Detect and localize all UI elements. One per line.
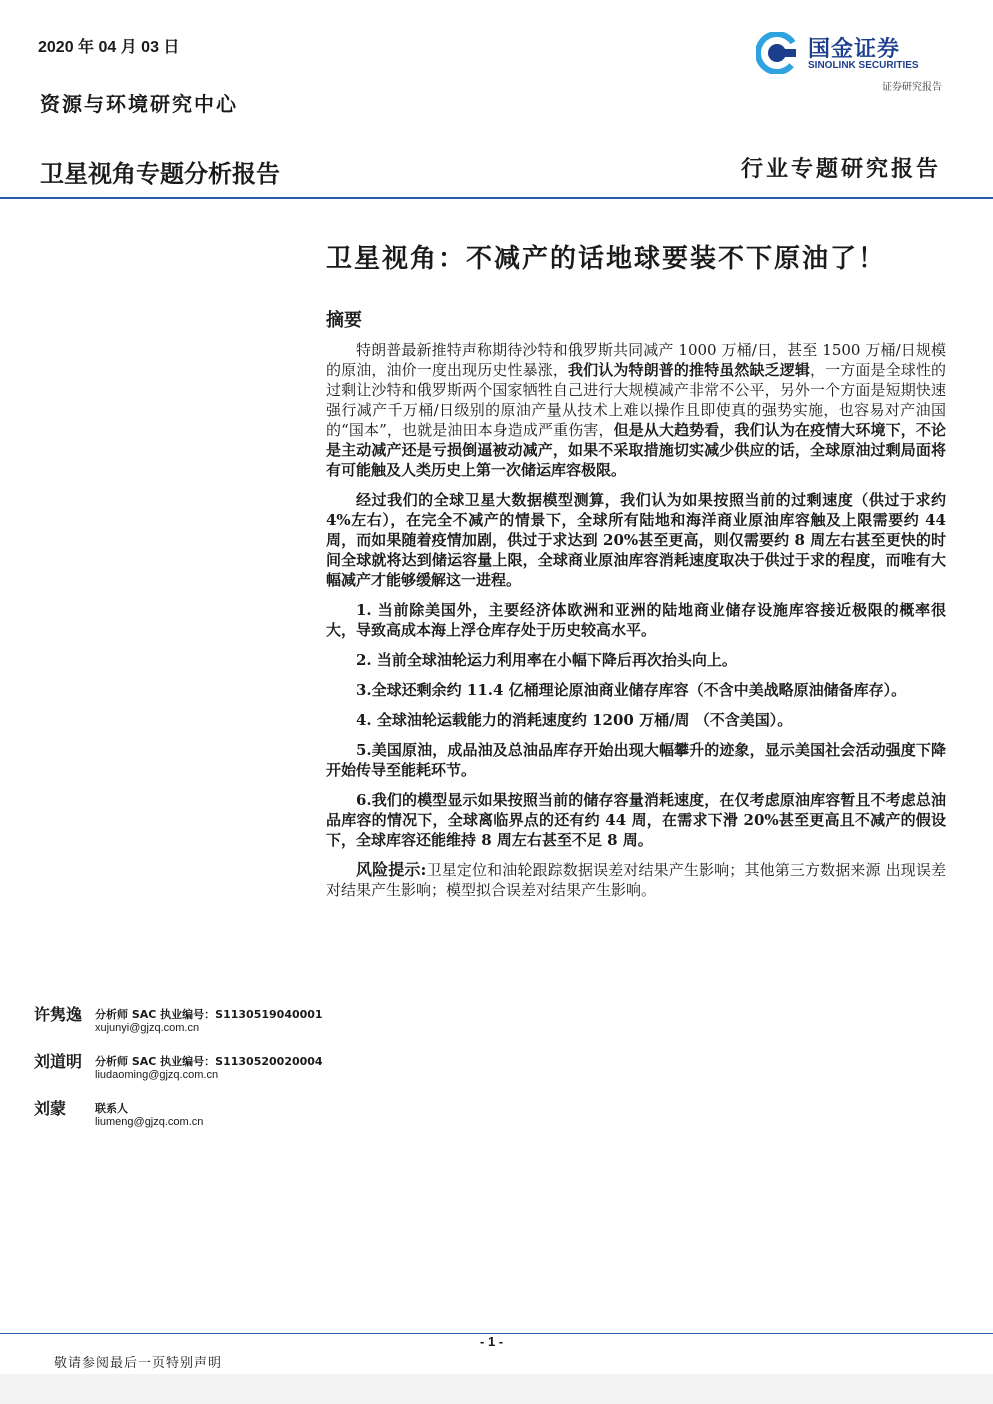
paragraph-6: 4. 全球油轮运载能力的消耗速度约 1200 万桶/周 （不含美国）。 bbox=[356, 711, 793, 729]
p1-text-d: 但是从大趋势看，我们认为在疫情大环境下，不论是主动减产还是亏损倒逼被动减产，如果不采取措施切实减少供应的话，全球原油过剩局面将有可能触及人类历史上第一次储运库容极限。 bbox=[326, 421, 946, 479]
report-type: 卫星视角专题分析报告 bbox=[40, 160, 280, 188]
author-role: 联系人 bbox=[95, 1102, 128, 1115]
paragraph-8: 6.我们的模型显示如果按照当前的储存容量消耗速度，在仅考虑原油库容暂且不考虑总油品库容的情况下，全球离临界点的还有约 44 周，在需求下滑 20%甚至更高且不减产的假设下，全球库容还能维持 8 周左右甚至不足 8 周。 bbox=[326, 791, 946, 849]
logo-chinese-name: 国金证券 bbox=[808, 37, 901, 62]
author-name: 刘蒙 bbox=[34, 1099, 67, 1118]
logo-subtitle: 证券研究报告 bbox=[882, 82, 942, 93]
research-center: 资源与环境研究中心 bbox=[40, 92, 238, 116]
author-email[interactable]: xujunyi@gjzq.com.cn bbox=[95, 1022, 200, 1034]
summary-body bbox=[326, 340, 946, 910]
bottom-band bbox=[0, 1374, 993, 1404]
risk-text: 卫星定位和油轮跟踪数据误差对结果产生影响；其他第三方数据来源 出现误差对结果产生影响；模型拟合误差对结果产生影响。 bbox=[326, 861, 946, 899]
author-name: 许隽逸 bbox=[34, 1005, 83, 1024]
paragraph-3: 1. 当前除美国外，主要经济体欧洲和亚洲的陆地商业储存设施库容接近极限的概率很大，导致高成本海上浮仓库存处于历史较高水平。 bbox=[326, 601, 946, 639]
author-list bbox=[34, 1002, 323, 1143]
paragraph-5: 3.全球还剩余约 11.4 亿桶理论原油商业储存库容（不含中美战略原油储备库存）。 bbox=[356, 681, 907, 699]
author-role: 分析师 SAC 执业编号：S1130520020004 bbox=[95, 1055, 323, 1068]
report-date: 2020 年 04 月 03 日 bbox=[38, 39, 180, 56]
author-item bbox=[34, 1002, 323, 1049]
author-item bbox=[34, 1049, 323, 1096]
author-email[interactable]: liumeng@gjzq.com.cn bbox=[95, 1116, 204, 1128]
risk-label: 风险提示: bbox=[356, 860, 427, 879]
paragraph-7: 5.美国原油，成品油及总油品库存开始出现大幅攀升的迹象，显示美国社会活动强度下降开始传导至能耗环节。 bbox=[326, 741, 946, 779]
logo-english-name: SINOLINK SECURITIES bbox=[808, 60, 919, 71]
page-number: - 1 - bbox=[480, 1334, 504, 1349]
author-name: 刘道明 bbox=[34, 1052, 83, 1071]
author-role: 分析师 SAC 执业编号：S1130519040001 bbox=[95, 1008, 323, 1021]
paragraph-2: 经过我们的全球卫星大数据模型测算，我们认为如果按照当前的过剩速度（供过于求约 4%左右），在完全不减产的情景下，全球所有陆地和海洋商业原油库容触及上限需要约 44 周，而如果随着疫情加剧，供过于求达到 20%甚至更高，则仅需要约 8 周左右甚至更快的时间全球就将达到储运容量上限，全球商业原油库容消耗速度取决于供过于求的程度，而唯有大幅减产才能够缓解这一进程。 bbox=[326, 491, 946, 589]
p1-text-c: ，一方面是全球性的过剩让沙特和俄罗斯两个国家牺牲自己进行大规模减产非常不公平，另外一个方面是短期快速强行减产千万桶/日级别的原油产量从技术上难以操作且即使真的强势实施，也容易对产油国的“国本”，也就是油田本身造成严重伤害， bbox=[326, 361, 946, 439]
risk-warning bbox=[326, 860, 946, 900]
paragraph-1 bbox=[326, 340, 946, 480]
company-logo bbox=[756, 32, 946, 92]
main-title: 卫星视角：不减产的话地球要装不下原油了！ bbox=[326, 244, 887, 274]
author-item bbox=[34, 1096, 314, 1143]
p1-text-b: 我们认为特朗普的推特虽然缺乏逻辑 bbox=[567, 361, 810, 379]
p1-text-a: 特朗普最新推特声称期待沙特和俄罗斯共同减产 1000 万桶/日，甚至 1500 万桶/日规模的原油，油价一度出现历史性暴涨， bbox=[326, 341, 946, 379]
author-email[interactable]: liudaoming@gjzq.com.cn bbox=[95, 1069, 219, 1081]
paragraph-4: 2. 当前全球油轮运力利用率在小幅下降后再次抬头向上。 bbox=[356, 651, 737, 669]
summary-label: 摘要 bbox=[326, 310, 362, 331]
sinolink-logo-icon bbox=[756, 32, 798, 74]
disclaimer-note: 敬请参阅最后一页特别声明 bbox=[54, 1356, 223, 1371]
header-divider bbox=[0, 197, 993, 199]
report-category: 行业专题研究报告 bbox=[740, 156, 941, 182]
